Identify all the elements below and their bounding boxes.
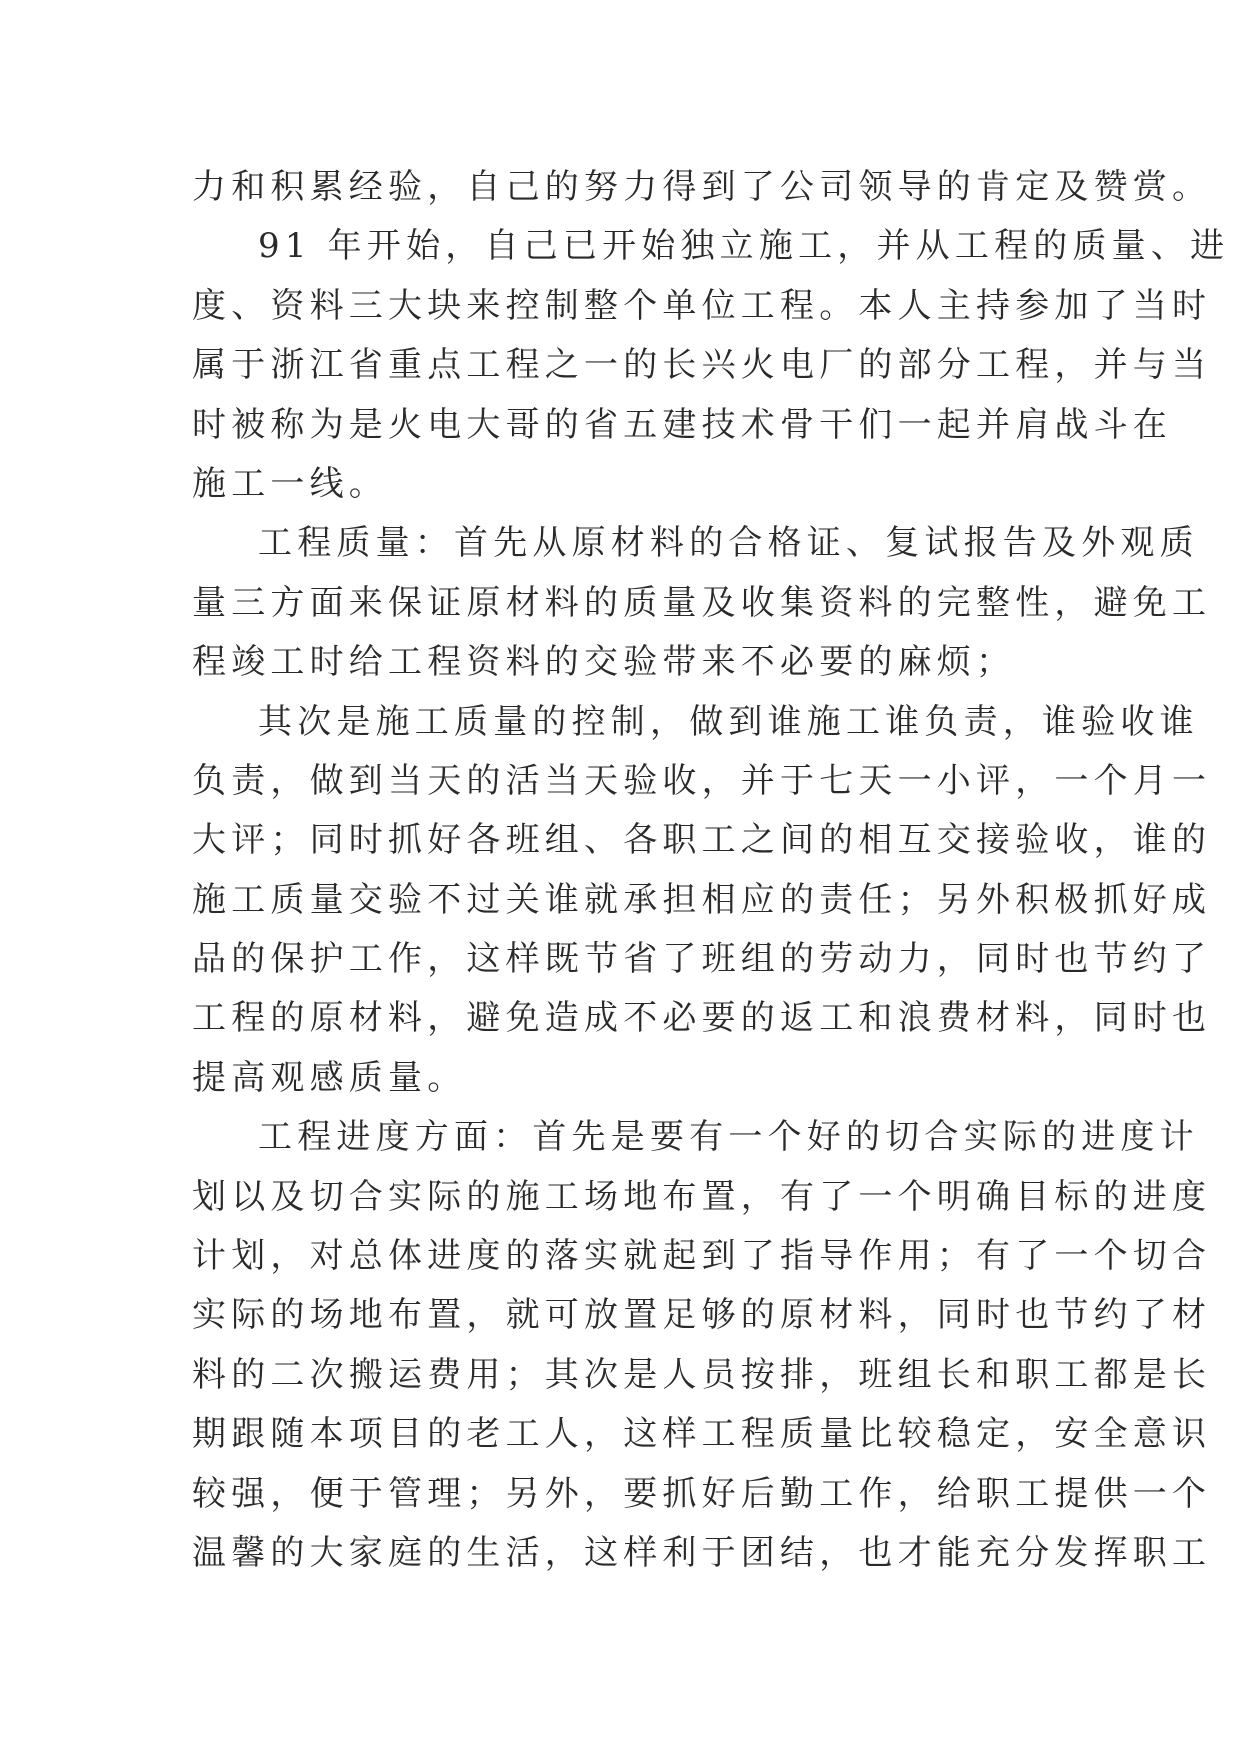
text-line: 属于浙江省重点工程之一的长兴火电厂的部分工程，并与当 bbox=[192, 345, 1212, 386]
text-line: 期跟随本项目的老工人，这样工程质量比较稳定，安全意识 bbox=[192, 1414, 1212, 1455]
text-line: 工程的原材料，避免造成不必要的返工和浪费材料，同时也 bbox=[192, 998, 1212, 1039]
text-line: 料的二次搬运费用；其次是人员按排，班组长和职工都是长 bbox=[192, 1354, 1212, 1395]
text-line: 大评；同时抓好各班组、各职工之间的相互交接验收，谁的 bbox=[192, 820, 1212, 861]
text-line: 量三方面来保证原材料的质量及收集资料的完整性，避免工 bbox=[192, 582, 1212, 623]
paragraph-first-line: 工程进度方面：首先是要有一个好的切合实际的进度计 bbox=[258, 1117, 1199, 1158]
text-line: 度、资料三大块来控制整个单位工程。本人主持参加了当时 bbox=[192, 285, 1212, 326]
body-text bbox=[192, 158, 1230, 1583]
text-line: 时被称为是火电大哥的省五建技术骨干们一起并肩战斗在 bbox=[192, 404, 1172, 445]
paragraph-first-line: 工程质量：首先从原材料的合格证、复试报告及外观质 bbox=[258, 523, 1199, 564]
paragraph-first-line: 91 年开始，自己已开始独立施工，并从工程的质量、进 bbox=[258, 226, 1230, 267]
text-line: 提高观感质量。 bbox=[192, 1057, 467, 1098]
paragraph-first-line: 其次是施工质量的控制，做到谁施工谁负责，谁验收谁 bbox=[258, 701, 1199, 742]
text-line: 实际的场地布置，就可放置足够的原材料，同时也节约了材 bbox=[192, 1295, 1212, 1336]
text-line: 力和积累经验，自己的努力得到了公司领导的肯定及赞赏。 bbox=[192, 167, 1212, 207]
text-line: 品的保护工作，这样既节省了班组的劳动力，同时也节约了 bbox=[192, 939, 1212, 980]
text-line: 计划，对总体进度的落实就起到了指导作用；有了一个切合 bbox=[192, 1236, 1212, 1277]
text-line: 划以及切合实际的施工场地布置，有了一个明确目标的进度 bbox=[192, 1176, 1212, 1217]
text-line: 施工一线。 bbox=[192, 463, 388, 504]
text-line: 施工质量交验不过关谁就承担相应的责任；另外积极抓好成 bbox=[192, 879, 1212, 920]
text-line: 温馨的大家庭的生活，这样利于团结，也才能充分发挥职工 bbox=[192, 1532, 1212, 1573]
text-line: 较强，便于管理；另外，要抓好后勤工作，给职工提供一个 bbox=[192, 1473, 1212, 1514]
text-line: 负责，做到当天的活当天验收，并于七天一小评，一个月一 bbox=[192, 760, 1212, 801]
text-line: 程竣工时给工程资料的交验带来不必要的麻烦； bbox=[192, 642, 1016, 683]
